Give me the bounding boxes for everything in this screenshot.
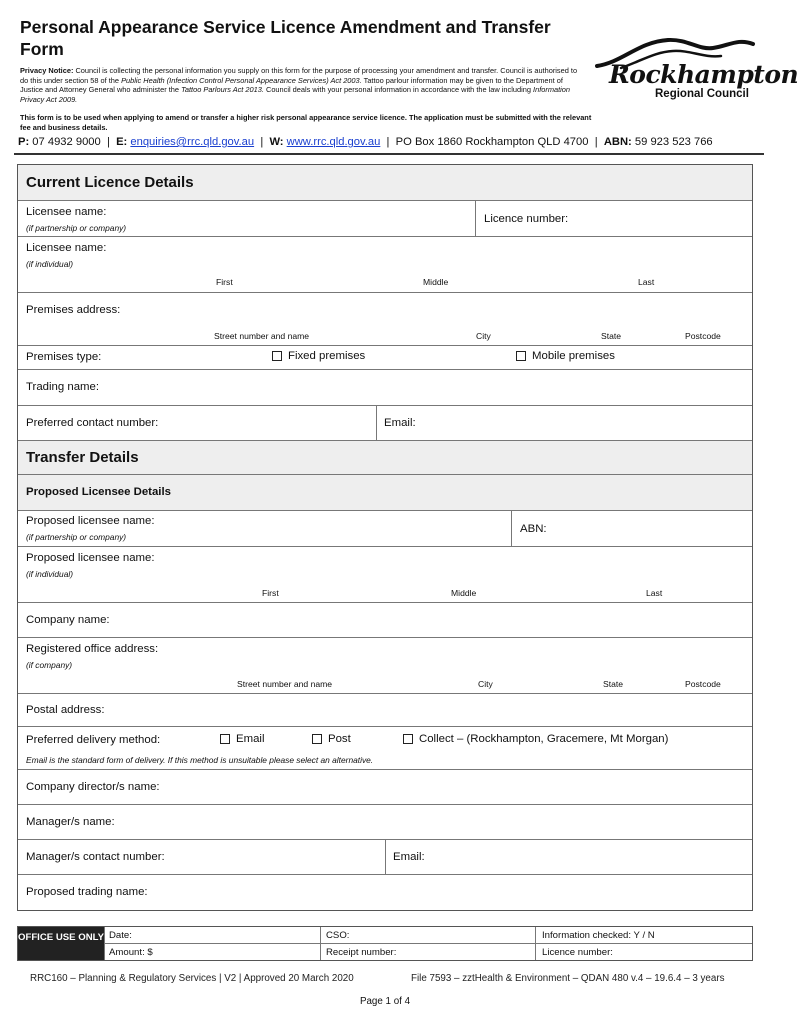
trading-name-row[interactable] <box>18 370 752 406</box>
header-rule <box>14 153 764 155</box>
web-label: W: <box>269 136 284 148</box>
current-heading: Current Licence Details <box>26 174 194 191</box>
company-name-label: Company name: <box>26 614 110 626</box>
office-use-label: OFFICE USE ONLY <box>18 927 104 960</box>
first-hint: First <box>216 277 233 287</box>
email-link[interactable]: enquiries@rrc.qld.gov.au <box>130 136 255 148</box>
company-hint: (if company) <box>26 660 73 670</box>
email-label: E: <box>116 136 128 148</box>
delivery-method-row <box>18 727 752 770</box>
mobile-premises-checkbox[interactable] <box>516 351 526 361</box>
middle-hint: Middle <box>423 277 449 287</box>
preferred-contact-label[interactable]: Preferred contact number: <box>26 417 159 429</box>
logo-subtitle: Regional Council <box>655 88 749 100</box>
registered-office-row[interactable] <box>18 638 752 694</box>
mobile-premises-option[interactable] <box>516 350 615 362</box>
directors-row[interactable] <box>18 770 752 805</box>
last-hint: Last <box>638 277 655 287</box>
divider <box>104 943 752 944</box>
city-hint: City <box>476 331 491 341</box>
individual-hint: (if individual) <box>26 569 74 579</box>
divider <box>535 927 536 960</box>
partnership-hint: (if partnership or company) <box>26 532 127 542</box>
registered-office-label: Registered office address: <box>26 643 159 655</box>
licensee-name-label: Licensee name: <box>26 206 107 218</box>
licensee-name-label: Licensee name: <box>26 242 107 254</box>
abn-label: ABN: <box>603 136 632 148</box>
footer-form-code: RRC160 – Planning & Regulatory Services | V2 | Approved 20 March 2020 <box>30 973 354 984</box>
divider <box>385 840 386 874</box>
delivery-post-checkbox[interactable] <box>312 734 322 744</box>
trading-name-label: Trading name: <box>26 381 100 393</box>
privacy-act-1: Public Health (Infection Control Personal Appearance Services) Act 2003. <box>121 75 362 85</box>
licence-form <box>17 164 753 911</box>
office-receipt: Receipt number: <box>326 947 397 958</box>
council-logo <box>593 32 798 107</box>
transfer-heading: Transfer Details <box>26 449 139 466</box>
office-cso: CSO: <box>326 930 350 941</box>
privacy-act-3: Information Privacy Act 2009. <box>20 85 571 104</box>
proposed-heading: Proposed Licensee Details <box>26 486 171 498</box>
delivery-post-label: Post <box>328 733 351 745</box>
page-number: Page 1 of 4 <box>359 996 411 1007</box>
proposed-individual-row[interactable] <box>18 547 752 603</box>
office-licence-number: Licence number: <box>542 947 613 958</box>
po-box: PO Box 1860 Rockhampton QLD 4700 <box>395 136 589 148</box>
separator: | <box>386 136 390 148</box>
individual-hint: (if individual) <box>26 259 74 269</box>
current-contact-row <box>18 406 752 441</box>
application-note: This form is to be used when applying to amend or transfer a higher risk personal appearance service licence. The application must be submitted with the relevant fee and business details. <box>20 113 592 132</box>
footer-file-ref: File 7593 – zztHealth & Environment – QDAN 480 v.4 – 19.6.4 – 3 years <box>411 973 725 984</box>
delivery-email-option[interactable] <box>220 733 264 745</box>
proposed-trading-row[interactable] <box>18 875 752 910</box>
delivery-collect-label: Collect – (Rockhampton, Gracemere, Mt Morgan) <box>419 733 669 745</box>
postal-address-row[interactable] <box>18 694 752 727</box>
divider <box>511 511 512 546</box>
state-hint: State <box>603 679 624 689</box>
premises-address-label: Premises address: <box>26 304 121 316</box>
city-hint: City <box>478 679 493 689</box>
postal-address-label: Postal address: <box>26 704 105 716</box>
office-info-checked: Information checked: Y / N <box>542 930 655 941</box>
postcode-hint: Postcode <box>685 331 721 341</box>
privacy-text-2: Tattoo parlour information may be given to the Department of Justice and Attorney General who administer the <box>20 75 563 95</box>
licence-number-label[interactable]: Licence number: <box>484 213 569 225</box>
proposed-name-label: Proposed licensee name: <box>26 552 155 564</box>
current-licensee-individual-row[interactable] <box>18 237 752 293</box>
phone-label: P: <box>18 136 30 148</box>
form-title: Personal Appearance Service Licence Amendment and Transfer Form <box>20 17 551 59</box>
section-transfer-header <box>18 441 752 475</box>
managers-contact-row <box>18 840 752 875</box>
phone-number: 07 4932 9000 <box>32 136 101 148</box>
premises-address-row[interactable] <box>18 293 752 346</box>
privacy-label: Privacy Notice: <box>20 66 74 75</box>
separator: | <box>106 136 110 148</box>
office-use-table <box>17 926 753 961</box>
divider <box>104 927 105 960</box>
separator: | <box>594 136 598 148</box>
contact-line <box>18 136 763 148</box>
fixed-premises-checkbox[interactable] <box>272 351 282 361</box>
abn-value: 59 923 523 766 <box>634 136 713 148</box>
delivery-collect-checkbox[interactable] <box>403 734 413 744</box>
divider <box>320 927 321 960</box>
last-hint: Last <box>646 588 663 598</box>
proposed-licensee-subheader <box>18 475 752 511</box>
company-name-row[interactable] <box>18 603 752 638</box>
premises-type-label: Premises type: <box>26 351 102 363</box>
first-hint: First <box>262 588 279 598</box>
divider <box>376 406 377 440</box>
managers-row[interactable] <box>18 805 752 840</box>
privacy-notice <box>20 66 580 104</box>
partnership-hint: (if partnership or company) <box>26 223 127 233</box>
manager-email-label[interactable]: Email: <box>393 851 425 863</box>
street-hint: Street number and name <box>237 679 333 689</box>
delivery-post-option[interactable] <box>312 733 351 745</box>
abn-field-label[interactable]: ABN: <box>520 523 547 535</box>
premises-type-row <box>18 346 752 370</box>
street-hint: Street number and name <box>214 331 310 341</box>
managers-label: Manager/s name: <box>26 816 115 828</box>
postcode-hint: Postcode <box>685 679 721 689</box>
office-amount: Amount: $ <box>109 947 153 958</box>
delivery-note: Email is the standard form of delivery. If this method is unsuitable please select an alternative. <box>26 755 374 765</box>
proposed-company-row <box>18 511 752 547</box>
delivery-collect-option[interactable] <box>403 733 668 745</box>
fixed-premises-label: Fixed premises <box>288 350 366 362</box>
web-link[interactable]: www.rrc.qld.gov.au <box>286 136 381 148</box>
managers-contact-label[interactable]: Manager/s contact number: <box>26 851 165 863</box>
directors-label: Company director/s name: <box>26 781 160 793</box>
middle-hint: Middle <box>451 588 477 598</box>
separator: | <box>260 136 264 148</box>
divider <box>475 201 476 236</box>
delivery-email-checkbox[interactable] <box>220 734 230 744</box>
proposed-name-label: Proposed licensee name: <box>26 515 155 527</box>
proposed-trading-label: Proposed trading name: <box>26 886 148 898</box>
section-current-header <box>18 165 752 201</box>
delivery-method-label: Preferred delivery method: <box>26 734 161 746</box>
office-date: Date: <box>109 930 132 941</box>
mobile-premises-label: Mobile premises <box>532 350 615 362</box>
state-hint: State <box>601 331 622 341</box>
fixed-premises-option[interactable] <box>272 350 365 362</box>
delivery-email-label: Email <box>236 733 265 745</box>
privacy-act-2: Tattoo Parlours Act 2013. <box>181 85 264 95</box>
logo-wordmark: Rockhampton <box>609 60 798 89</box>
privacy-text-3: Council deals with your personal information in accordance with the law including <box>265 85 531 95</box>
current-licensee-company-row <box>18 201 752 237</box>
current-email-label[interactable]: Email: <box>384 417 416 429</box>
privacy-text-1: Council is collecting the personal information you supply on this form for the purpose of processing your amendment and transfer. Council is authorised to do this under section 58 of the <box>20 66 578 85</box>
